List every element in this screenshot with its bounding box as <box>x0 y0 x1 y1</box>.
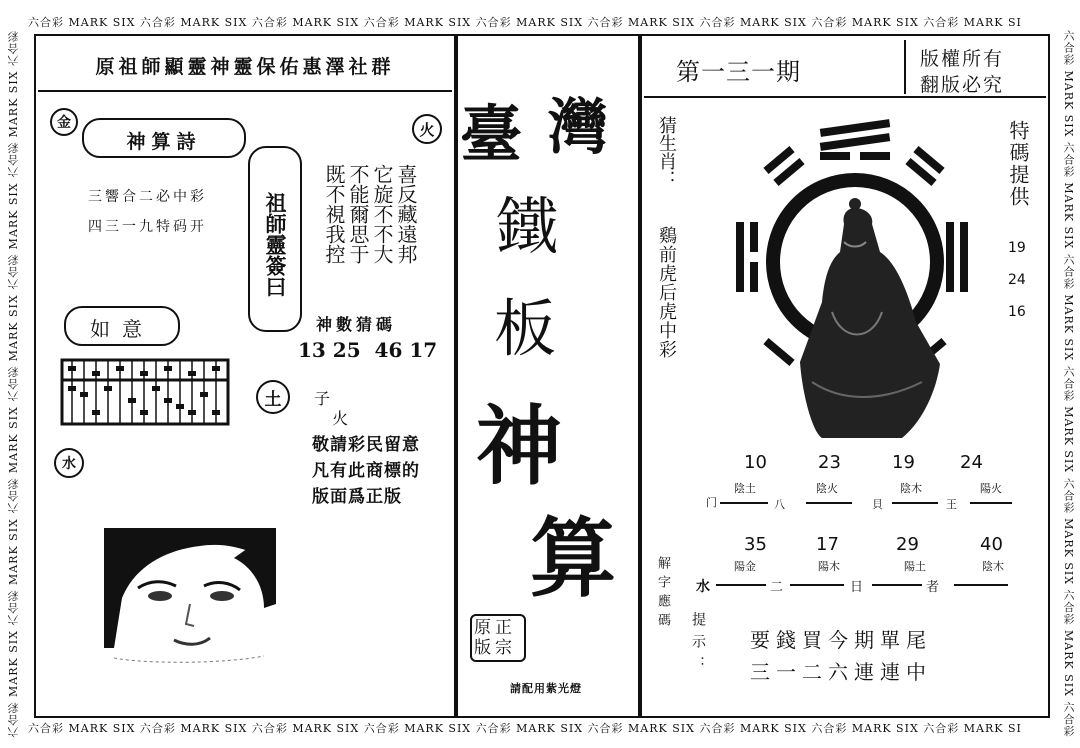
notice-line-2: 凡有此商標的 <box>312 461 420 481</box>
left-header-text: 原祖師顯靈神靈保佑惠澤社群 <box>95 56 395 78</box>
issue-divider <box>904 40 906 94</box>
title-char-shen: 神 <box>476 396 562 497</box>
row2-line-3 <box>872 584 922 586</box>
row1-num-1: 10 <box>744 452 767 473</box>
row1-num-4: 24 <box>960 452 983 473</box>
tishi-label: 提示： <box>690 612 706 678</box>
row1-line-4 <box>970 502 1012 504</box>
metal-element-badge: 金 <box>50 108 78 136</box>
poem-line-1: 三響合二必中彩 <box>88 189 207 205</box>
row2-num-3: 29 <box>896 534 919 555</box>
ruyi-text: 如意 <box>90 317 154 341</box>
poem-title: 神算詩 <box>126 131 202 153</box>
huo-label: 火 <box>332 409 349 428</box>
tip-line-2: 三一二六連連中 <box>750 660 932 684</box>
row2-char-2: 日 <box>850 580 864 595</box>
row2-tag-2: 陽木 <box>818 560 840 573</box>
copyright-line-2: 翻版必究 <box>920 74 1005 96</box>
water-element-badge: 水 <box>54 448 84 478</box>
row1-tag-2: 陰火 <box>816 482 838 495</box>
shenshu-numbers: 13 25 46 17 <box>298 338 438 362</box>
row1-num-2: 23 <box>818 452 841 473</box>
row2-tag-4: 陰木 <box>982 560 1004 573</box>
bottom-border-text: 六合彩 MARK SIX 六合彩 MARK SIX 六合彩 MARK SIX 六合彩 MARK SIX 六合彩 MARK SIX 六合彩 MARK SIX 六合彩 MARK SIX 六合彩 MARK SIX 六合彩 MARK SI <box>28 722 1022 735</box>
row1-line-1 <box>720 502 768 504</box>
title-char-tai: 臺 <box>460 98 523 171</box>
special-number-3: 16 <box>1008 304 1026 320</box>
genuine-stamp-text: 原正版宗 <box>474 618 516 658</box>
row2-tag-3: 陽土 <box>904 560 926 573</box>
verse-column-2: 它旋不不大 <box>370 164 394 264</box>
abacus-icon <box>60 358 230 426</box>
row2-line-1 <box>716 584 766 586</box>
row2-num-4: 40 <box>980 534 1003 555</box>
right-border-text: 六合彩 MARK SIX 六合彩 MARK SIX 六合彩 MARK SIX 六合彩 MARK SIX 六合彩 MARK SIX 六合彩 MARK SIX 六合彩 <box>1062 30 1075 738</box>
row2-num-2: 17 <box>816 534 839 555</box>
shenshu-label: 神數猜碼 <box>316 315 397 334</box>
zi-label: 子 <box>314 389 331 408</box>
portrait-image <box>104 528 276 668</box>
special-number-1: 19 <box>1008 240 1026 256</box>
special-code-label: 特碼提供 <box>1006 120 1030 208</box>
row1-num-3: 19 <box>892 452 915 473</box>
fire-element-badge: 火 <box>412 114 442 144</box>
row1-lead: 门 <box>706 496 717 509</box>
notice-line-3: 版面爲正版 <box>312 487 402 507</box>
row2-line-2 <box>790 584 844 586</box>
title-char-tie: 鐵 <box>496 190 559 263</box>
row1-tag-1: 陰土 <box>734 482 756 495</box>
jiezi-label: 解字應碼 <box>655 556 670 632</box>
row2-char-3: 者 <box>926 580 940 595</box>
row2-tag-1: 陽金 <box>734 560 756 573</box>
left-border-text: 六合彩 MARK SIX 六合彩 MARK SIX 六合彩 MARK SIX 六合彩 MARK SIX 六合彩 MARK SIX 六合彩 MARK SIX 六合彩 <box>7 30 20 738</box>
verse-column-4: 既不視我控 <box>322 164 346 264</box>
poem-line-2: 四三一九特码开 <box>88 219 207 235</box>
title-char-suan: 算 <box>530 508 616 609</box>
earth-element-badge: 土 <box>256 380 290 414</box>
row2-num-1: 35 <box>744 534 767 555</box>
bagua-deity-image <box>732 112 978 442</box>
row2-lead: 水 <box>696 579 710 595</box>
issue-number: 第一三一期 <box>676 58 801 86</box>
top-border-text: 六合彩 MARK SIX 六合彩 MARK SIX 六合彩 MARK SIX 六合彩 MARK SIX 六合彩 MARK SIX 六合彩 MARK SIX 六合彩 MARK SIX 六合彩 MARK SIX 六合彩 MARK SI <box>28 16 1022 29</box>
row1-char-1: 八 <box>774 498 785 511</box>
center-footer: 請配用紫光燈 <box>510 682 582 695</box>
row1-char-2: 貝 <box>872 498 883 511</box>
guess-label: 猜生肖： <box>656 116 677 188</box>
verse-column-1: 喜反藏遠邦 <box>394 164 418 264</box>
copyright-line-1: 版權所有 <box>920 48 1005 70</box>
row1-char-3: 王 <box>946 498 957 511</box>
verse-column-3: 不能爾思于 <box>346 164 370 264</box>
row2-char-1: 二 <box>770 580 784 595</box>
row2-line-4 <box>954 584 1008 586</box>
notice-line-1: 敬請彩民留意 <box>312 435 420 455</box>
verse-block <box>322 164 422 304</box>
row1-line-3 <box>892 502 938 504</box>
row1-tag-4: 陽火 <box>980 482 1002 495</box>
title-char-wan: 灣 <box>548 93 608 163</box>
special-number-2: 24 <box>1008 272 1026 288</box>
row1-tag-3: 陰木 <box>900 482 922 495</box>
title-char-ban: 板 <box>494 292 557 365</box>
zushi-label-box: 祖師靈簽曰 <box>248 146 302 332</box>
tip-line-1: 要錢買今期單尾 <box>750 628 932 652</box>
guess-text: 鷄前虎后虎中彩 <box>656 226 677 359</box>
row1-line-2 <box>806 502 852 504</box>
